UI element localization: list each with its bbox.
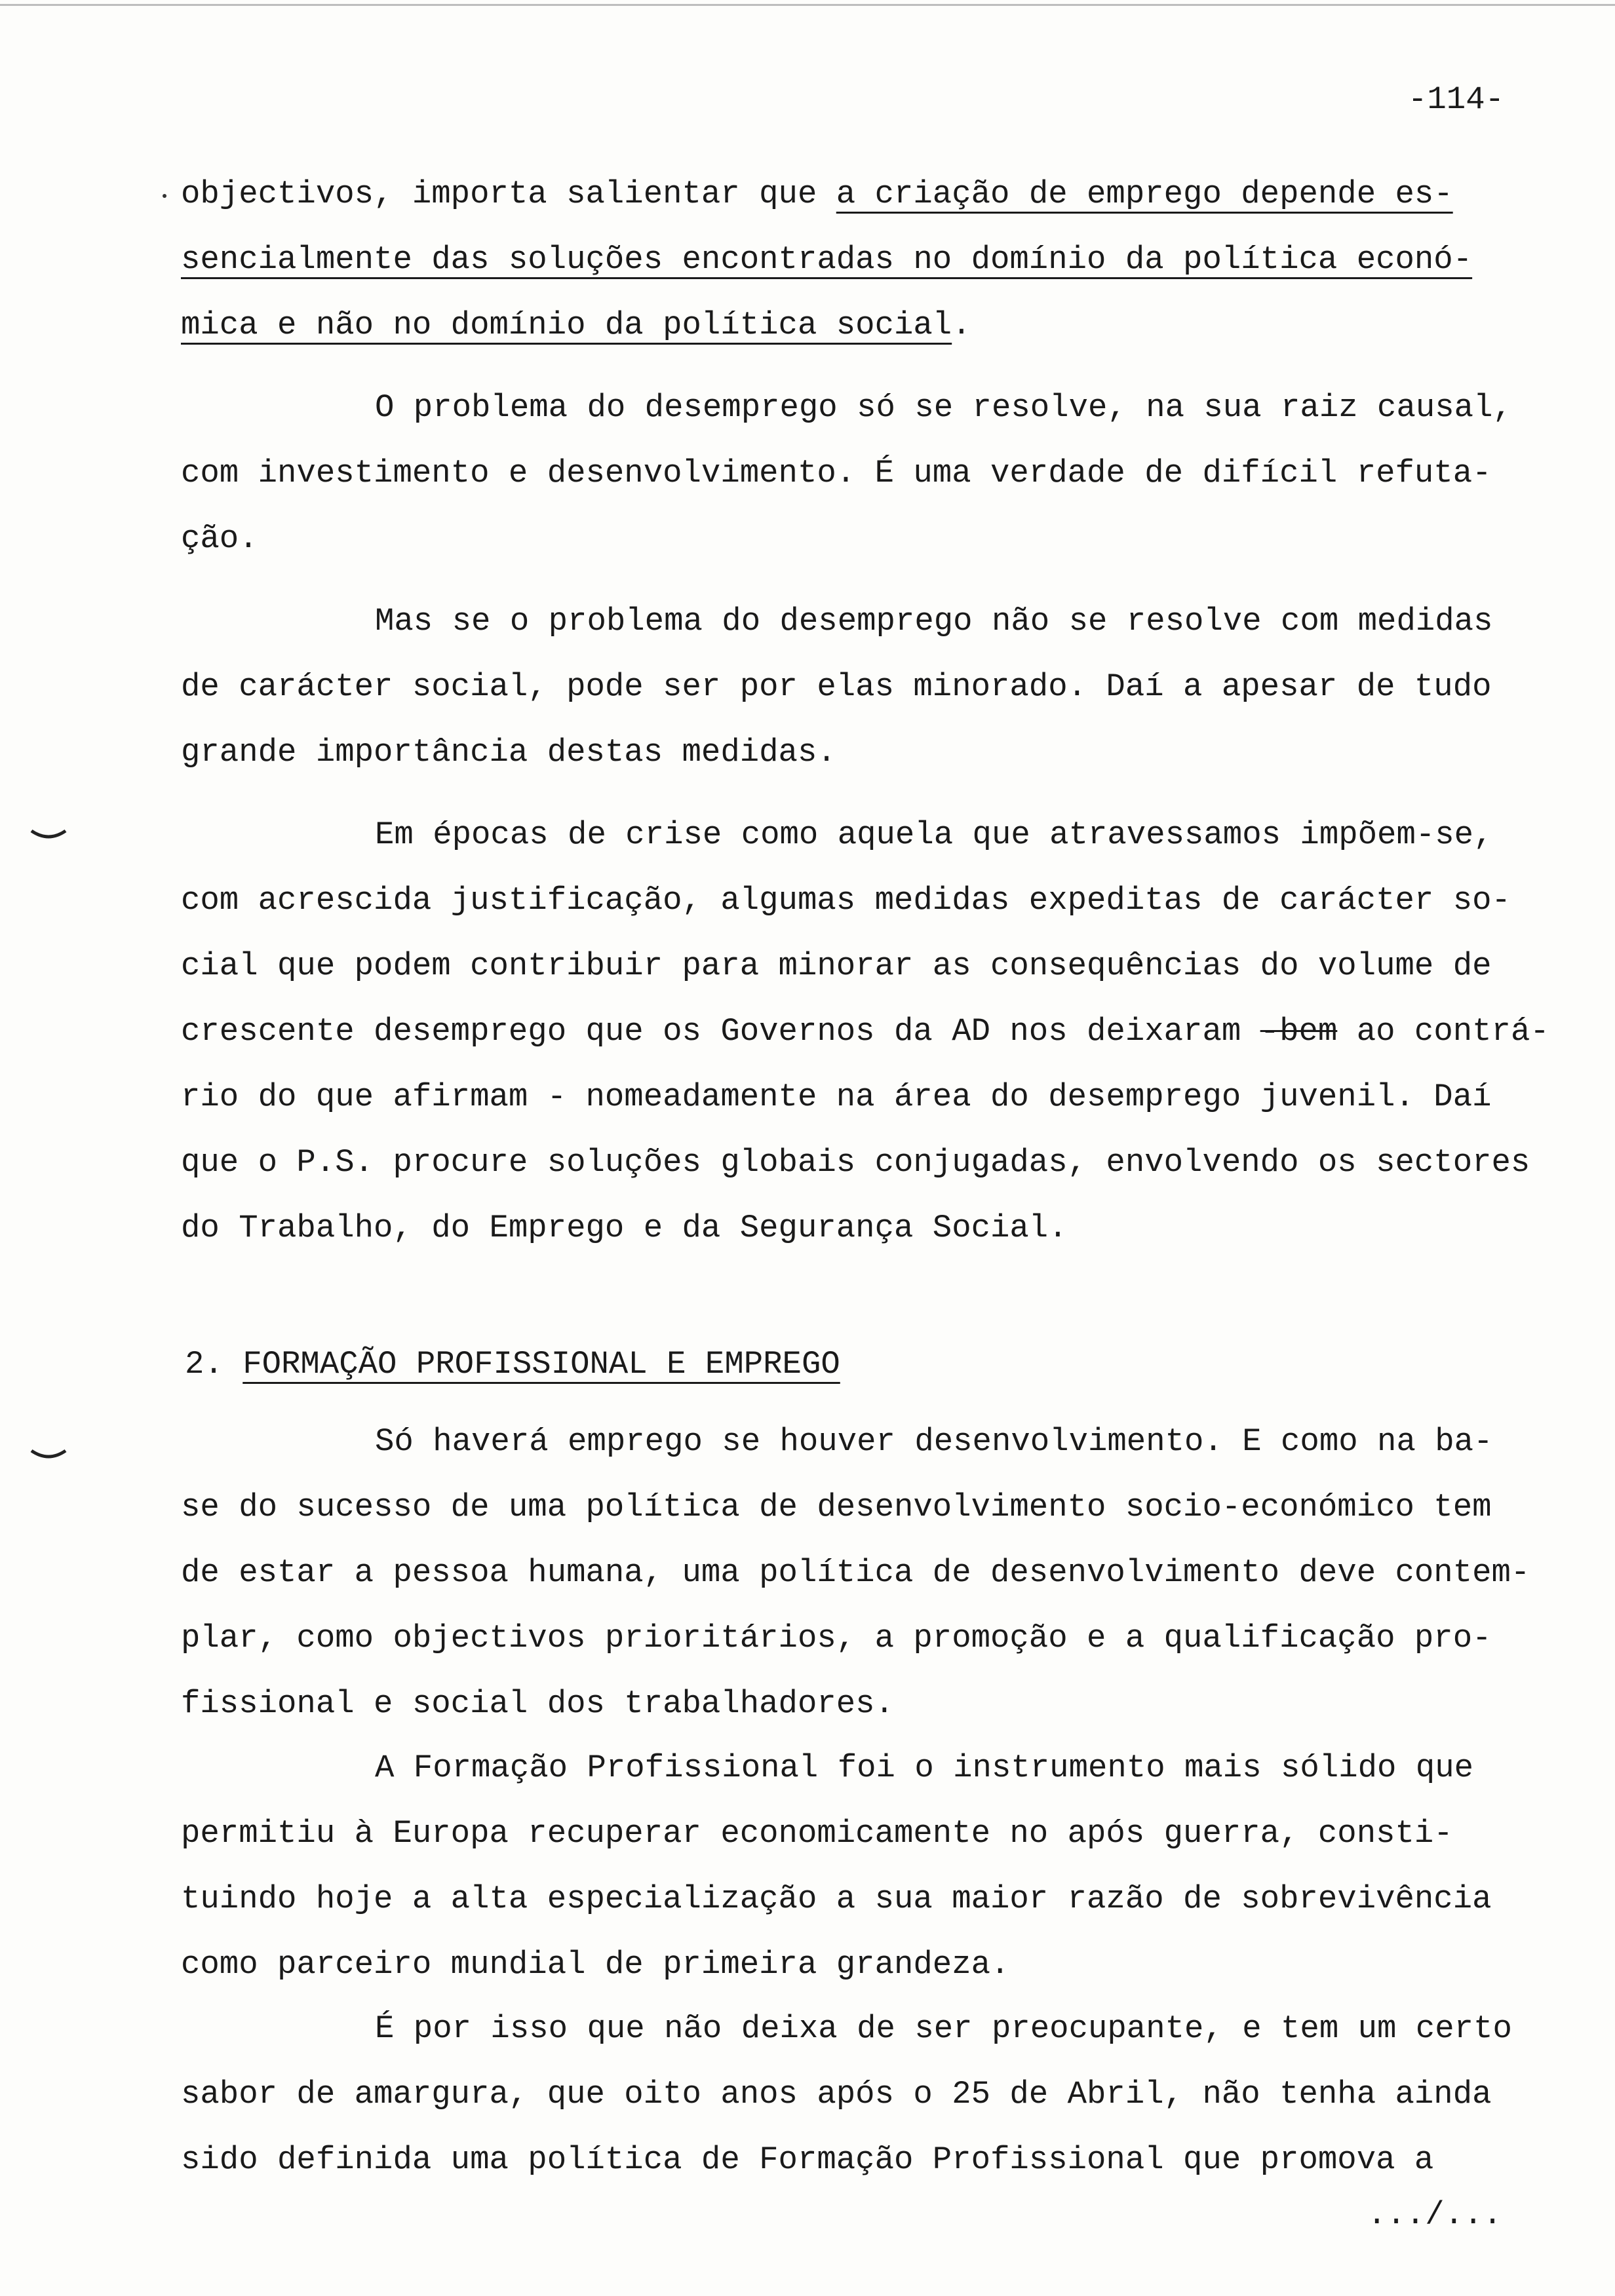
text-line: Só haverá emprego se houver desenvolvimento. E como na ba- — [375, 1423, 1493, 1460]
paragraph-2 — [181, 375, 1564, 571]
paragraph-3 — [181, 588, 1564, 785]
text-line: com acrescida justificação, algumas medidas expeditas de carácter so- — [181, 882, 1511, 919]
text-line: se do sucesso de uma política de desenvolvimento socio-económico tem — [181, 1489, 1492, 1525]
text-line: A Formação Profissional foi o instrumento mais sólido que — [375, 1750, 1474, 1786]
text-line: crescente desemprego que os Governos da AD nos deixaram -bem ao contrá- — [181, 1013, 1549, 1050]
text-line: sabor de amargura, que oito anos após o 25 de Abril, não tenha ainda — [181, 2076, 1492, 2113]
page-top-border — [0, 4, 1615, 6]
text-line: de estar a pessoa humana, uma política de desenvolvimento deve contem- — [181, 1554, 1530, 1591]
text-line: ção. — [181, 520, 258, 557]
paragraph-6 — [181, 1735, 1564, 1997]
text-line: permitiu à Europa recuperar economicamente no após guerra, consti- — [181, 1815, 1453, 1852]
margin-dot — [163, 194, 166, 198]
text-line: grande importância destas medidas. — [181, 734, 836, 771]
text-line: cial que podem contribuir para minorar as consequências do volume de — [181, 947, 1492, 984]
paragraph-5 — [181, 1409, 1564, 1736]
text-line: Mas se o problema do desemprego não se resolve com medidas — [375, 603, 1493, 640]
punch-mark-icon — [29, 1447, 68, 1466]
page-number: -114- — [1408, 81, 1505, 118]
text-line: como parceiro mundial de primeira grandeza. — [181, 1946, 1010, 1983]
text-line: rio do que afirmam - nomeadamente na área do desemprego juvenil. Daí — [181, 1079, 1492, 1115]
text-line: tuindo hoje a alta especialização a sua maior razão de sobrevivência — [181, 1881, 1492, 1917]
section-number: 2. — [185, 1346, 243, 1383]
text-line: fissional e social dos trabalhadores. — [181, 1685, 894, 1722]
text-line: plar, como objectivos prioritários, a promoção e a qualificação pro- — [181, 1620, 1492, 1656]
text-line: que o P.S. procure soluções globais conjugadas, envolvendo os sectores — [181, 1144, 1530, 1181]
text-line — [181, 227, 1564, 292]
text-line: mica e não no domínio da política social. — [181, 307, 971, 343]
text-line: sido definida uma política de Formação Profissional que promova a — [181, 2141, 1434, 2178]
struck-text: -bem — [1260, 1013, 1338, 1050]
continuation-mark: .../... — [1367, 2196, 1502, 2233]
text-line: com investimento e desenvolvimento. É uma verdade de difícil refuta- — [181, 455, 1492, 491]
paragraph-4 — [181, 802, 1564, 1261]
paragraph-1 — [181, 161, 1564, 358]
text-line: O problema do desemprego só se resolve, na sua raiz causal, — [375, 389, 1512, 426]
paragraph-7 — [181, 1996, 1564, 2192]
punch-mark-icon — [29, 827, 68, 847]
text-line: objectivos, importa salientar que a criação de emprego depende es- — [181, 176, 1453, 212]
text-line: É por isso que não deixa de ser preocupante, e tem um certo — [375, 2010, 1512, 2047]
underlined-text: sencialmente das soluções encontradas no domínio da política econó- — [181, 241, 1473, 278]
text-line: do Trabalho, do Emprego e da Segurança Social. — [181, 1210, 1068, 1246]
text-line: de carácter social, pode ser por elas minorado. Daí a apesar de tudo — [181, 668, 1492, 705]
section-title: FORMAÇÃO PROFISSIONAL E EMPREGO — [243, 1346, 840, 1383]
underlined-text: mica e não no domínio da política social — [181, 307, 952, 343]
section-heading — [185, 1331, 840, 1397]
underlined-text: a criação de emprego depende es- — [836, 176, 1453, 212]
text-line: Em épocas de crise como aquela que atravessamos impõem-se, — [375, 816, 1493, 853]
